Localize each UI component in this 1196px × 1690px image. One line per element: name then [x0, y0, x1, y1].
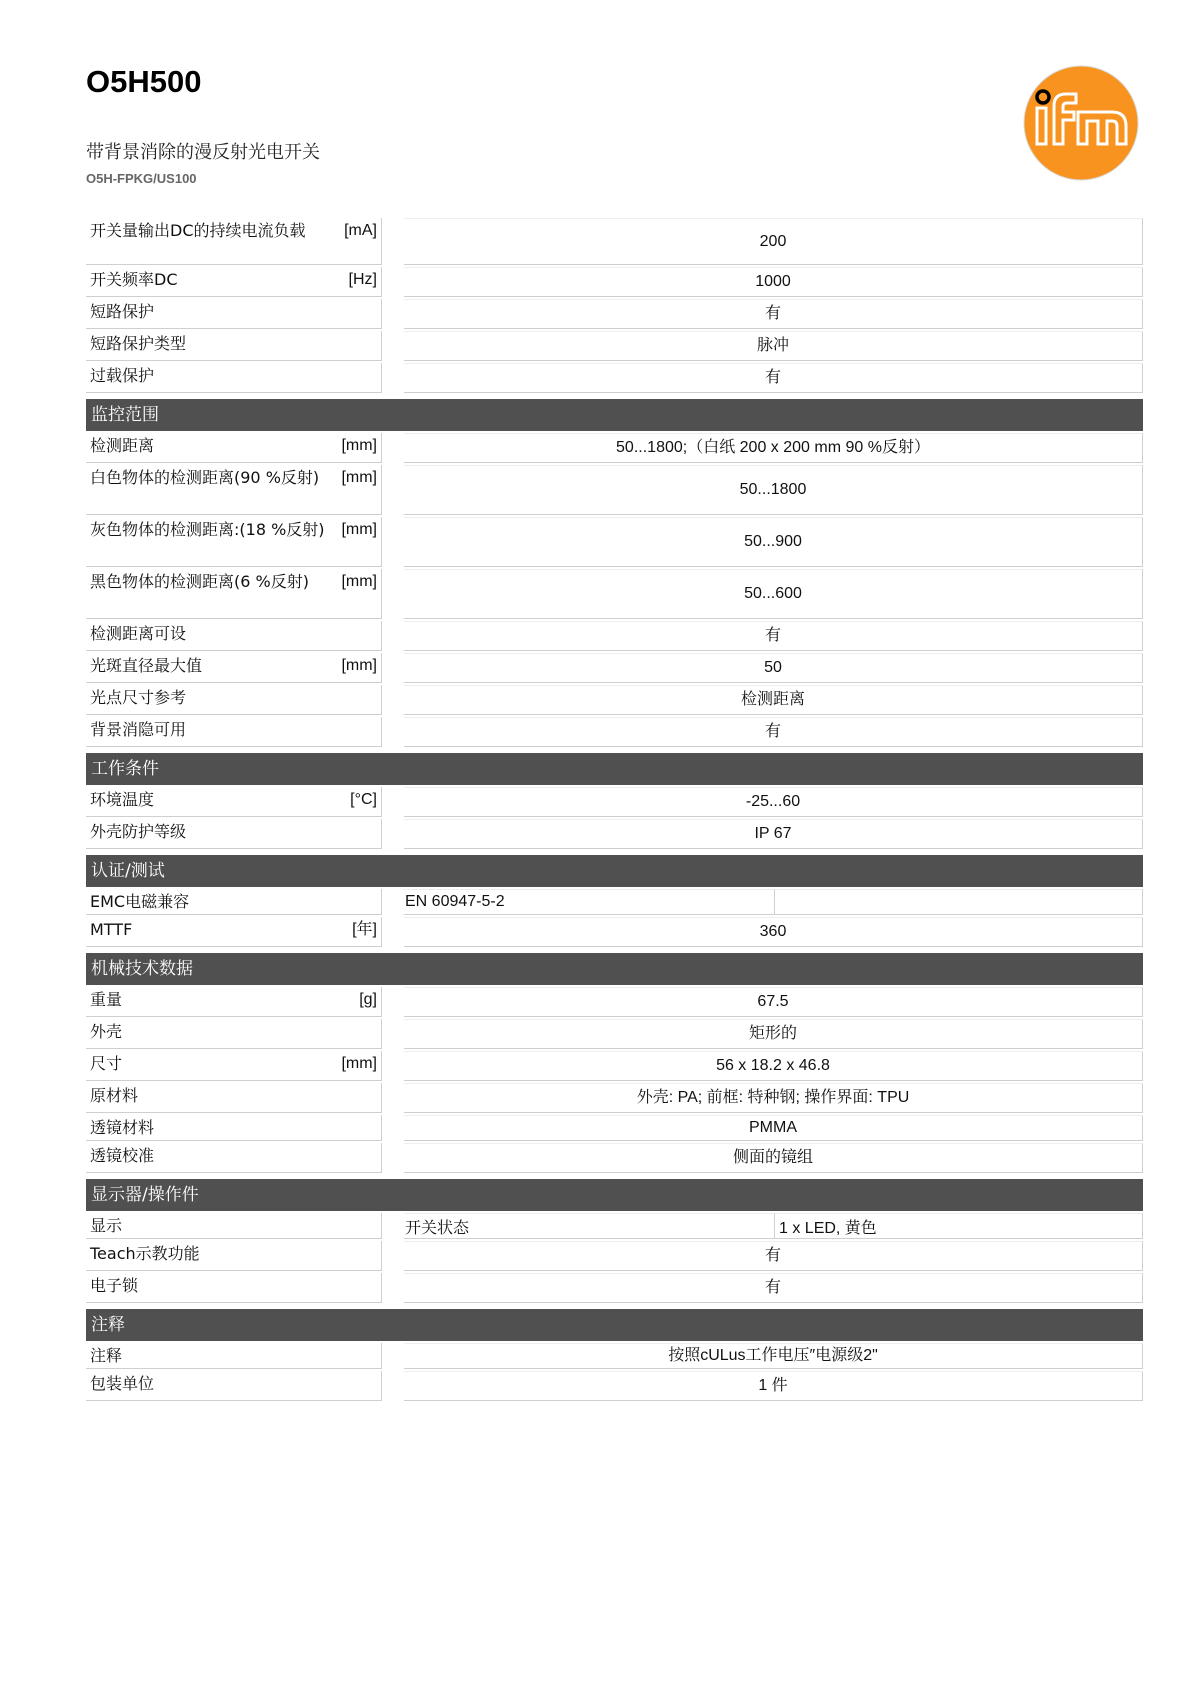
- table-row: [86, 1083, 1143, 1113]
- row-label: 检测距离可设: [86, 621, 382, 651]
- table-row: [86, 621, 1143, 651]
- row-label: 外壳防护等级: [86, 819, 382, 849]
- row-value: 1 件: [404, 1371, 1143, 1401]
- spec-table: [86, 218, 1143, 1401]
- row-value: 67.5: [404, 987, 1143, 1017]
- row-label: 短路保护类型: [86, 331, 382, 361]
- table-row: [86, 1343, 1143, 1369]
- row-label: 包装单位: [86, 1371, 382, 1401]
- row-label: 光斑直径最大值 [mm]: [86, 653, 382, 683]
- row-value: 侧面的镜组: [404, 1143, 1143, 1173]
- row-label: EMC电磁兼容: [86, 889, 382, 915]
- row-label: 原材料: [86, 1083, 382, 1113]
- row-value: 有: [404, 621, 1143, 651]
- table-row: [86, 819, 1143, 849]
- row-value: EN 60947-5-2: [404, 889, 775, 915]
- row-label: 开关频率DC [Hz]: [86, 267, 382, 297]
- row-label: 环境温度 [°C]: [86, 787, 382, 817]
- row-value: PMMA: [404, 1115, 1143, 1141]
- row-label: 注释: [86, 1343, 382, 1369]
- row-value: 有: [404, 299, 1143, 329]
- row-label: 开关量输出DC的持续电流负载 [mA]: [86, 218, 382, 265]
- table-row: [86, 917, 1143, 947]
- ifm-logo-icon: [1022, 64, 1140, 182]
- row-value: 开关状态: [404, 1213, 775, 1239]
- row-value: 有: [404, 363, 1143, 393]
- product-title: O5H500: [86, 64, 202, 99]
- row-value: IP 67: [404, 819, 1143, 849]
- table-row: [86, 1273, 1143, 1303]
- row-value: 按照cULus工作电压″电源级2": [404, 1343, 1143, 1369]
- table-row: [86, 299, 1143, 329]
- table-row: [86, 1019, 1143, 1049]
- row-label: 尺寸 [mm]: [86, 1051, 382, 1081]
- row-value: 有: [404, 1241, 1143, 1271]
- ifm-logo: [1022, 64, 1140, 182]
- row-value: 50...1800: [404, 465, 1143, 515]
- row-value: 50...600: [404, 569, 1143, 619]
- row-value: -25...60: [404, 787, 1143, 817]
- table-row: [86, 433, 1143, 463]
- row-label: 透镜校准: [86, 1143, 382, 1173]
- section-header: 显示器/操作件: [86, 1179, 1143, 1211]
- row-value: [775, 889, 1143, 915]
- product-subtitle: 带背景消除的漫反射光电开关: [86, 142, 320, 163]
- row-value: 矩形的: [404, 1019, 1143, 1049]
- row-value: 50...900: [404, 517, 1143, 567]
- row-value: 1 x LED, 黄色: [775, 1213, 1143, 1239]
- row-label: 白色物体的检测距离(90 %反射) [mm]: [86, 465, 382, 515]
- table-row: [86, 787, 1143, 817]
- table-row: [86, 331, 1143, 361]
- row-label: 过载保护: [86, 363, 382, 393]
- section-header: 工作条件: [86, 753, 1143, 785]
- table-row: [86, 987, 1143, 1017]
- row-label: 透镜材料: [86, 1115, 382, 1141]
- row-label: 显示: [86, 1213, 382, 1239]
- row-label: Teach示教功能: [86, 1241, 382, 1271]
- row-label: MTTF [年]: [86, 917, 382, 947]
- table-row: [86, 1371, 1143, 1401]
- row-label: 光点尺寸参考: [86, 685, 382, 715]
- table-row: [86, 1241, 1143, 1271]
- table-row: [86, 1051, 1143, 1081]
- row-value: 检测距离: [404, 685, 1143, 715]
- row-value: 200: [404, 218, 1143, 265]
- row-label: 重量 [g]: [86, 987, 382, 1017]
- table-row: [86, 889, 1143, 915]
- row-value: 1000: [404, 267, 1143, 297]
- row-value: 50: [404, 653, 1143, 683]
- row-label: 黑色物体的检测距离(6 %反射) [mm]: [86, 569, 382, 619]
- section-header: 机械技术数据: [86, 953, 1143, 985]
- row-value: 有: [404, 717, 1143, 747]
- table-row: [86, 218, 1143, 265]
- row-value: 外壳: PA; 前框: 特种钢; 操作界面: TPU: [404, 1083, 1143, 1113]
- row-value: 脉冲: [404, 331, 1143, 361]
- row-value: 56 x 18.2 x 46.8: [404, 1051, 1143, 1081]
- section-header: 监控范围: [86, 399, 1143, 431]
- product-code: O5H-FPKG/US100: [86, 171, 197, 186]
- table-row: [86, 267, 1143, 297]
- section-header: 认证/测试: [86, 855, 1143, 887]
- table-row: [86, 1213, 1143, 1239]
- row-label: 短路保护: [86, 299, 382, 329]
- row-value: 有: [404, 1273, 1143, 1303]
- row-label: 灰色物体的检测距离:(18 %反射) [mm]: [86, 517, 382, 567]
- table-row: [86, 363, 1143, 393]
- table-row: [86, 717, 1143, 747]
- row-value: 360: [404, 917, 1143, 947]
- table-row: [86, 1115, 1143, 1141]
- row-label: 检测距离 [mm]: [86, 433, 382, 463]
- row-label: 外壳: [86, 1019, 382, 1049]
- table-row: [86, 517, 1143, 567]
- section-header: 注释: [86, 1309, 1143, 1341]
- table-row: [86, 1143, 1143, 1173]
- row-value: 50...1800;（白纸 200 x 200 mm 90 %反射）: [404, 433, 1143, 463]
- table-row: [86, 465, 1143, 515]
- row-label: 电子锁: [86, 1273, 382, 1303]
- table-row: [86, 569, 1143, 619]
- table-row: [86, 685, 1143, 715]
- table-row: [86, 653, 1143, 683]
- row-label: 背景消隐可用: [86, 717, 382, 747]
